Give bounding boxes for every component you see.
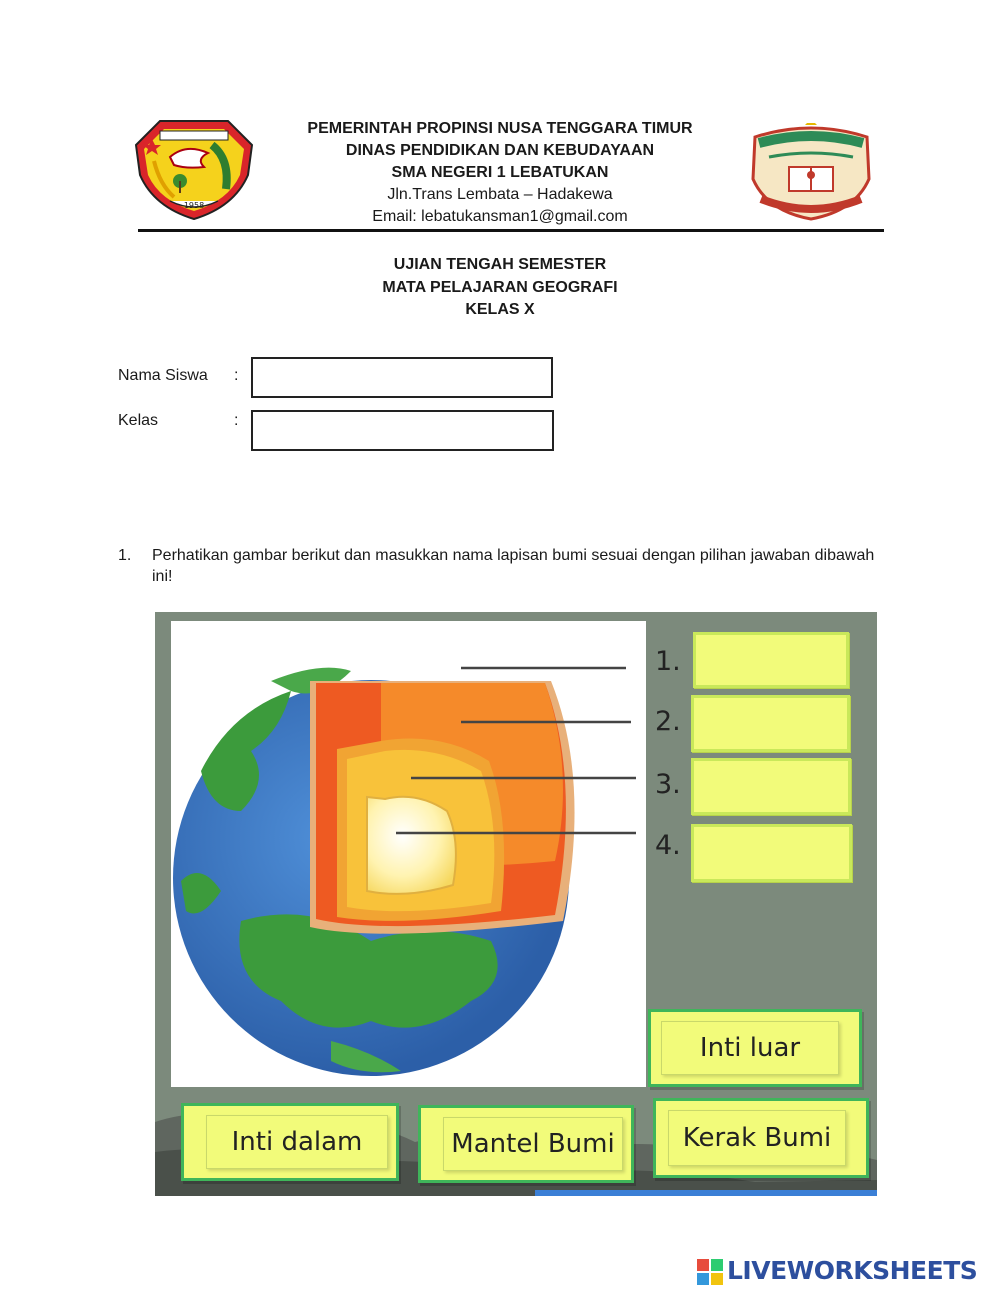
choice-inti-dalam[interactable] (181, 1103, 399, 1181)
choice-mantel-bumi[interactable] (418, 1105, 634, 1183)
choice-kerak-bumi[interactable] (653, 1098, 869, 1178)
class-label: Kelas (118, 412, 159, 429)
class-field[interactable] (251, 410, 554, 451)
header-school: SMA NEGERI 1 LEBATUKAN (391, 164, 609, 181)
name-field[interactable] (251, 357, 553, 398)
slot-number-3: 3. (655, 769, 681, 800)
liveworksheets-brand[interactable] (697, 1254, 997, 1288)
choice-label: Kerak Bumi (668, 1110, 846, 1166)
slot-number-2: 2. (655, 706, 681, 737)
drop-slot-1[interactable] (693, 632, 849, 688)
logo-year: 1958 (183, 201, 205, 210)
slot-number-4: 4. (655, 830, 681, 861)
activity-panel (155, 612, 877, 1196)
choice-label: Inti dalam (206, 1115, 388, 1169)
ntt-province-emblem (130, 115, 258, 223)
drop-slot-4[interactable] (691, 824, 852, 882)
header-email: Email: lebatukansman1@gmail.com (372, 208, 628, 225)
header-department: DINAS PENDIDIKAN DAN KEBUDAYAAN (345, 142, 655, 159)
letterhead-text (250, 118, 750, 228)
drop-slot-3[interactable] (691, 758, 851, 815)
question-number: 1. (118, 547, 132, 564)
drop-slot-2[interactable] (691, 695, 850, 752)
choice-label: Inti luar (661, 1021, 839, 1075)
class-colon: : (234, 412, 239, 429)
panel-accent-strip (535, 1190, 877, 1196)
name-label: Nama Siswa (118, 367, 208, 384)
exam-heading (250, 254, 750, 322)
header-address: Jln.Trans Lembata – Hadakewa (387, 186, 613, 203)
slot-number-1: 1. (655, 646, 681, 677)
exam-title: UJIAN TENGAH SEMESTER (393, 256, 607, 273)
earth-illustration (171, 621, 646, 1087)
letterhead-divider (138, 229, 884, 232)
choice-label: Mantel Bumi (443, 1117, 623, 1171)
exam-class: KELAS X (465, 301, 535, 318)
exam-subject: MATA PELAJARAN GEOGRAFI (382, 278, 618, 296)
brand-name: LIVEWORKSHEETS (727, 1256, 978, 1285)
name-colon: : (234, 367, 239, 384)
liveworksheets-logo-icon (697, 1259, 723, 1285)
header-government: PEMERINTAH PROPINSI NUSA TENGGARA TIMUR (307, 120, 693, 137)
school-logo (745, 123, 877, 221)
choice-inti-luar[interactable] (648, 1009, 862, 1087)
question-text: Perhatikan gambar berikut dan masukkan nama lapisan bumi sesuai dengan pilihan jawaban dibawah ini! (152, 547, 875, 585)
